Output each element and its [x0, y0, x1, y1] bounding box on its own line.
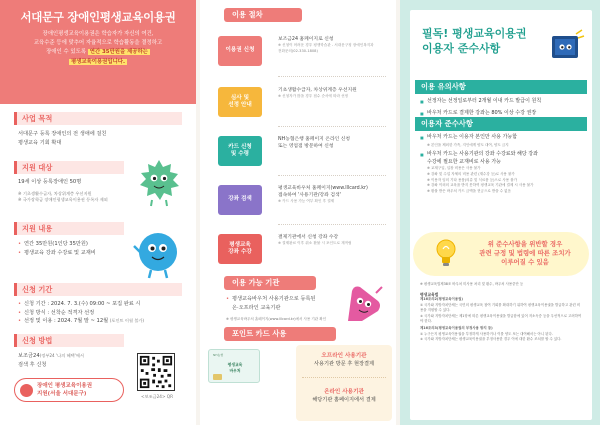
content-item-1: • 연간 35만원(1인당 35만원) — [18, 240, 138, 249]
rules-title: 필독! 평생교육이용권 이용자 준수사항 — [422, 27, 527, 55]
qr-code-icon[interactable] — [137, 353, 175, 391]
caution-item-1: ■ 선정자는 선정일로부터 2개월 이내 카드 발급이 원칙 — [420, 98, 582, 106]
column-overview — [0, 0, 196, 425]
target-note-1: ※ 기초생활수급자, 차상위계층 우선지원 — [18, 190, 92, 196]
card-chip-icon — [213, 374, 222, 380]
offline-text: 사용기관 방문 후 현장결제 — [313, 361, 375, 367]
step-1-tag: 이용권 신청 — [218, 36, 262, 66]
lightbulb-icon — [434, 238, 458, 268]
column-rules — [400, 0, 600, 425]
hero-highlight-amount: 연간 35만원을 제공하는 — [89, 49, 148, 56]
rules-item-2-notes: ※ 교재구입, 입장 비용은 사용 불가 ※ 강좌 및 수업 자체의 비용 관련 (재수강 등)로 사용 불가 ※ 이용자 임의 기타 용품(의류 및 식료품 등)으로 사용 불가 ※ 강좌 이외의 교육을 받지 못하여 평생교육 기관에 결제 시 사용 불가 ※ 환불 받은 바우처 카드 금액을 현금으로 받을 수 없음 — [427, 166, 534, 193]
law-line-3: ② 국가와 지방자치단체는 제1항에 따른 평생교육이용권을 발급함에 있어 저소득층 등을 우선적으로 고려하여야 한다. — [420, 313, 582, 324]
hero-line-3: 장애인 수 있도록 연간 35만원을 제공하는 — [46, 49, 148, 56]
target-body — [18, 178, 138, 204]
target-note-2: ※ 국가장학금 장애인평생교육이용권 등록자 제외 — [18, 197, 108, 203]
content-body — [18, 240, 138, 257]
step-2-tag: 심사 및 선정 안내 — [218, 87, 262, 117]
step-4-tag: 강좌 검색 — [218, 185, 262, 215]
step-3-text: NH농협은행 홈페이지 온라인 신청 또는 영업점 방문하여 신청 — [278, 137, 351, 149]
step-5-text: 결제기관에서 신청 강좌 수강 ※ 결제완료 이후 취소 환불 시 포인트로 재적립 — [278, 235, 352, 245]
card-brand: NH농협 — [213, 353, 224, 357]
law-line-5: ① 누구든지 평생교육이용권을 부정하게 사용하거나 이를 양도 또는 대여해서는 아니 된다. — [420, 331, 553, 336]
period-body — [18, 300, 188, 326]
hero-line-2: 교육수준 등에 맞추어 자율적으로 학습활동을 결정하고 — [33, 40, 163, 47]
step-divider — [278, 175, 386, 176]
search-icon — [20, 384, 33, 397]
step-5 — [214, 228, 384, 270]
voucher-search-button[interactable] — [14, 378, 124, 402]
rules-heading: 이용자 준수사항 — [415, 117, 587, 131]
period-item-2: • 신청 방식 : 선착순 적격자 선정 — [18, 309, 188, 318]
offline-title: 오프라인 사용기관 — [321, 353, 367, 359]
warning-note: ※ 평생교육법제38조 바우처 미사용 처리 및 환수, 바우처 사용중단 등 — [420, 282, 524, 286]
usage-divider — [302, 377, 386, 378]
law-title: 평생교육법 — [420, 292, 439, 297]
rules-panel — [410, 10, 592, 420]
voucher-search-line-2: 지원(서울 서대문구) — [37, 391, 87, 397]
hero-line-1: 장애인평생교육이용권은 학습자가 자신의 여건, — [42, 31, 154, 37]
qr-caption: <보조금24> QR — [140, 394, 174, 399]
period-note: (포인트 이월 불가) — [109, 318, 145, 323]
purpose-line-1: 서대문구 등록 장애인의 전 생애에 걸친 — [18, 131, 107, 137]
method-line-2: 검색 후 신청 — [18, 361, 47, 368]
hero-highlight-voucher: 평생교육이용권입니다. — [70, 58, 126, 65]
hero-title: 서대문구 장애인평생교육이용권 — [20, 10, 176, 24]
book-mascot-icon — [546, 26, 586, 66]
method-heading: 신청 방법 — [14, 334, 124, 347]
step-2 — [214, 81, 384, 123]
period-item-1: • 신청 기간 : 2024. 7. 3.(수) 09:00 ~ 포집 완료 시 — [18, 300, 188, 309]
step-4-text: 평생교육바우처 홈페이지(www.lllcard.kr) 접속하여 '사용기관/강좌 검색' ※ 카드 사용 가능 여부 확인 후 결제 — [278, 186, 368, 203]
step-1 — [214, 30, 384, 72]
process-heading: 이용 절차 — [224, 8, 302, 22]
online-text: 해당기관 홈페이지에서 결제 — [312, 397, 376, 403]
pink-mascot-icon — [340, 281, 386, 327]
venue-heading: 이용 가능 기관 — [224, 276, 316, 290]
period-heading: 신청 기간 — [14, 283, 182, 296]
law-line-6: ② 국가와 지방자치단체는 평생교육이용권을 부정사용한 경우 이에 대한 환수 조치를 할 수 있다. — [420, 337, 562, 342]
warning-text: 위 준수사항을 위반할 경우 관련 규정 및 법령에 따른 조치가 이루어질 수 있음 — [479, 240, 571, 266]
venue-note: ※ 평생교육바우처 홈페이지(www.lllcard.kr)에서 사용 기관 확인 — [226, 317, 327, 321]
step-2-text: 기초생활수급자, 차상위계층 우선지원 ※ 신청자가 많을 경우 접수 순서에 따라 선정 — [278, 88, 357, 98]
rules-body — [420, 134, 582, 194]
law-line-1: 제16조의2(평생교육이용권) — [420, 297, 463, 302]
period-item-3: • 선정 및 이용 : 2024. 7월 말 ~ 12월 (포인트 이월 불가) — [18, 317, 188, 326]
law-excerpt — [420, 292, 582, 343]
venue-item-1: • 평생교육바우처 사용기관으로 등록된 — [226, 295, 346, 304]
green-mascot-icon — [136, 156, 182, 208]
law-line-4: 제16조의3(평생교육이용권의 부정사용 방지 등) — [420, 326, 493, 331]
rules-item-2-cont: 수강에 필요한 교재비로 사용 가능 — [427, 158, 501, 165]
content-item-2: • 평생교육 강좌 수강료 및 교재비 — [18, 249, 138, 258]
hero-description — [10, 30, 186, 67]
method-body — [18, 352, 136, 369]
hero-line-4 — [10, 58, 186, 67]
usage-panel — [296, 345, 392, 421]
step-3-tag: 카드 신청 및 수령 — [218, 136, 262, 166]
venue-item-2: 온·오프라인 교육기관 — [232, 304, 281, 311]
step-divider — [278, 76, 386, 77]
voucher-search-line-1: 장애인 평생교육이용권 — [37, 383, 93, 389]
step-3 — [214, 130, 384, 172]
purpose-line-2: 평생교육 기회 확대 — [18, 139, 62, 146]
venue-body — [226, 295, 346, 323]
method-line-1: 보조금24(정부24 '나의 혜택'에서 — [18, 353, 84, 359]
rules-item-2: ■ 바우처 카드는 사용기관의 강좌 수강료와 해당 강좌 — [420, 151, 582, 159]
step-1-text: 보조금24 홈페이지로 신청 ※ 신청이 어려운 경우 평생학습관 - 서대문구청 장애인복지과 전화문의(02-330-1808) — [278, 37, 374, 53]
target-heading: 지원 대상 — [14, 161, 124, 174]
step-4 — [214, 179, 384, 221]
step-divider — [278, 126, 386, 127]
rules-item-1-note: ※ 본인을 제외한 가족, 지인에게 양도 대여, 양도 금지 — [427, 142, 509, 147]
voucher-card-image — [208, 349, 260, 383]
step-divider — [278, 224, 386, 225]
purpose-body — [18, 130, 183, 147]
target-main: 19세 이상 등록장애인 50명 — [18, 179, 82, 185]
rules-item-1: ■ 바우처 카드는 이용자 본인만 사용 가능함 — [420, 134, 582, 142]
hero-banner — [0, 0, 196, 104]
content-heading: 지원 내용 — [14, 222, 124, 235]
step-5-tag: 평생교육 강좌 수강 — [218, 234, 262, 264]
card-heading: 포인트 카드 사용 — [224, 327, 336, 341]
caution-heading: 이용 유의사항 — [415, 80, 587, 94]
law-line-2: ① 국가와 지방자치단체는 국민의 평생교육 참여 기회를 확대하기 위하여 평생교육이용권을 발급하고 관련 비용을 지원할 수 있다. — [420, 302, 581, 313]
caution-item-2: ■ 바우처 카드로 결제한 강좌는 80% 이상 수강 권장 — [420, 110, 582, 118]
blue-mascot-icon — [132, 226, 182, 280]
card-label: 평생교육 바우처 — [227, 362, 243, 373]
purpose-heading: 사업 목적 — [14, 112, 182, 125]
online-title: 온라인 사용기관 — [324, 389, 364, 395]
caution-body — [420, 98, 582, 117]
